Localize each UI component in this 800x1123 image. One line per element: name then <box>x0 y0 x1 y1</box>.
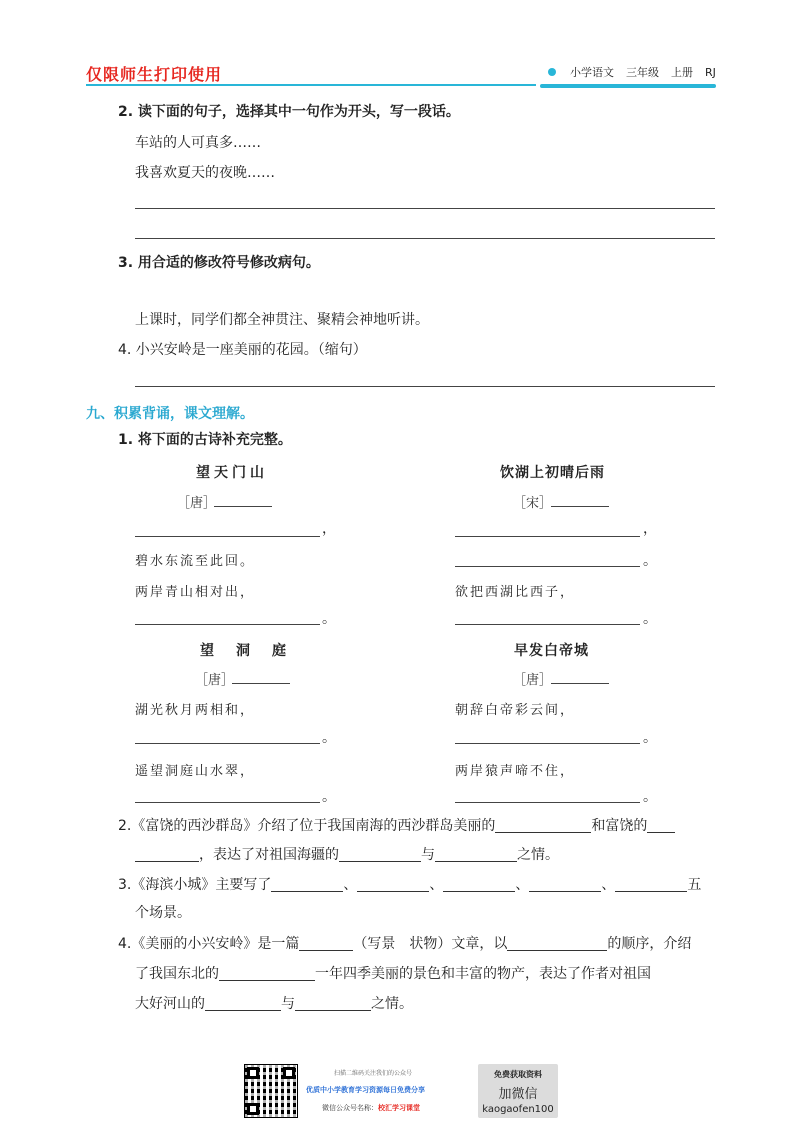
answer-line[interactable] <box>135 208 715 209</box>
fill-blank[interactable] <box>435 847 517 862</box>
header-divider-right <box>540 84 716 88</box>
q4-text-b: （写景 状物）文章，以 <box>353 936 508 952</box>
fill-blank[interactable] <box>135 847 199 862</box>
qr-corner-marker <box>283 1067 295 1079</box>
author-blank[interactable] <box>214 506 272 507</box>
section-9-question-4-line-1 <box>118 936 691 951</box>
author-blank[interactable] <box>551 683 609 684</box>
poem-line: 朝辞白帝彩云间， <box>455 703 576 718</box>
q2-text-e: 之情。 <box>517 847 559 863</box>
poem-punct: 。 <box>322 611 336 627</box>
q3-text-a: 3.《海滨小城》主要写了 <box>118 877 272 893</box>
header-divider-left <box>86 84 536 86</box>
q4-text-g: 与 <box>281 996 295 1012</box>
fill-blank[interactable] <box>529 877 601 892</box>
q2-text-d: 与 <box>421 847 435 863</box>
poem-line: 遥望洞庭山水翠， <box>135 764 256 779</box>
qr-corner-marker <box>247 1103 259 1115</box>
poem-dynasty: ［宋］ <box>513 496 553 511</box>
fill-blank[interactable] <box>271 877 343 892</box>
q2-text-a: 2.《富饶的西沙群岛》介绍了位于我国南海的西沙群岛美丽的 <box>118 818 496 834</box>
poem-punct: ， <box>643 521 657 537</box>
poem-blank[interactable] <box>135 536 320 537</box>
poem-blank[interactable] <box>455 624 640 625</box>
poem-dynasty: ［唐］ <box>177 496 217 511</box>
poem-dynasty: ［唐］ <box>513 673 553 688</box>
q3-sep: 、 <box>601 877 616 893</box>
q3-sep: 、 <box>429 877 444 893</box>
poem-punct: 。 <box>643 611 657 627</box>
answer-line[interactable] <box>135 238 715 239</box>
poem-line: 欲把西湖比西子， <box>455 585 576 600</box>
poem-punct: 。 <box>643 789 657 805</box>
badge-line-3: kaogaofen100 <box>482 1104 554 1115</box>
section-9-question-2-line-1 <box>118 818 675 833</box>
q3-sep: 、 <box>343 877 358 893</box>
question-3-prompt: 3. 用合适的修改符号修改病句。 <box>118 255 320 271</box>
header-volume: 上册 <box>671 66 693 79</box>
answer-line[interactable] <box>135 386 715 387</box>
section-9-question-4-line-3 <box>135 996 413 1011</box>
question-4-prompt: 4. 小兴安岭是一座美丽的花园。（缩句） <box>118 342 367 358</box>
page-header-title: 仅限师生打印使用 <box>86 65 223 84</box>
footer-account-name: 校汇学习课堂 <box>378 1104 420 1112</box>
poem-punct: 。 <box>322 730 336 746</box>
bullet-dot-icon <box>548 68 556 76</box>
header-edition: RJ <box>705 65 716 79</box>
footer-account-label: 微信公众号名称： <box>322 1104 378 1112</box>
q2-text-b: 和富饶的 <box>591 818 648 834</box>
fill-blank[interactable] <box>357 877 429 892</box>
qr-corner-marker <box>247 1067 259 1079</box>
wechat-badge <box>478 1064 558 1118</box>
fill-blank[interactable] <box>219 966 315 981</box>
q4-text-e: 一年四季美丽的景色和丰富的物产，表达了作者对祖国 <box>315 966 651 982</box>
poem-blank[interactable] <box>455 743 640 744</box>
question-2-option-2: 我喜欢夏天的夜晚…… <box>135 165 275 181</box>
question-3-sentence: 上课时，同学们都全神贯注、聚精会神地听讲。 <box>135 312 429 328</box>
poem-line: 碧水东流至此回。 <box>135 554 256 569</box>
footer-account <box>322 1103 420 1113</box>
q4-text-f: 大好河山的 <box>135 996 205 1012</box>
poem-line: 两岸青山相对出， <box>135 585 256 600</box>
fill-blank[interactable] <box>295 996 371 1011</box>
poem-title: 望天门山 <box>196 465 268 481</box>
poem-blank[interactable] <box>135 624 320 625</box>
poem-dynasty: ［唐］ <box>195 673 235 688</box>
fill-blank[interactable] <box>647 818 675 833</box>
poem-punct: 。 <box>643 730 657 746</box>
footer-share-text: 优质中小学教育学习资源每日免费分享 <box>306 1086 425 1094</box>
poem-title: 饮湖上初晴后雨 <box>500 465 605 481</box>
poem-line: 两岸猿声啼不住， <box>455 764 576 779</box>
header-grade: 三年级 <box>626 66 659 79</box>
poem-blank[interactable] <box>135 743 320 744</box>
fill-blank[interactable] <box>507 936 607 951</box>
header-meta <box>548 64 716 80</box>
q3-sep: 、 <box>515 877 530 893</box>
q4-text-c: 的顺序，介绍 <box>607 936 692 952</box>
author-blank[interactable] <box>232 683 290 684</box>
q3-text-c: 个场景。 <box>135 905 191 921</box>
poem-blank[interactable] <box>455 802 640 803</box>
q4-text-h: 之情。 <box>371 996 413 1012</box>
author-blank[interactable] <box>551 506 609 507</box>
section-9-question-2-line-2 <box>135 847 559 862</box>
header-subject: 小学语文 <box>570 66 614 79</box>
poem-punct: 。 <box>643 553 657 569</box>
badge-line-1: 免费获取资料 <box>494 1070 542 1079</box>
fill-blank[interactable] <box>615 877 687 892</box>
poem-blank[interactable] <box>455 566 640 567</box>
badge-line-2: 加微信 <box>498 1087 538 1102</box>
footer-scan-text: 扫描二维码关注我们的公众号 <box>334 1070 413 1077</box>
poem-punct: ， <box>322 521 336 537</box>
fill-blank[interactable] <box>339 847 421 862</box>
section-9-question-3-line-1 <box>118 877 701 892</box>
q4-text-a: 4.《美丽的小兴安岭》是一篇 <box>118 936 300 952</box>
fill-blank[interactable] <box>299 936 353 951</box>
fill-blank[interactable] <box>205 996 281 1011</box>
section-9-question-1: 1. 将下面的古诗补充完整。 <box>118 432 292 448</box>
q3-text-b: 五 <box>687 877 702 893</box>
q2-text-c: ，表达了对祖国海疆的 <box>199 847 339 863</box>
poem-blank[interactable] <box>135 802 320 803</box>
poem-blank[interactable] <box>455 536 640 537</box>
section-9-title: 九、积累背诵，课文理解。 <box>86 406 254 422</box>
poem-title: 早发白帝城 <box>514 643 589 659</box>
qr-code-icon[interactable] <box>244 1064 298 1118</box>
poem-title: 望 洞 庭 <box>200 643 290 659</box>
section-9-question-4-line-2 <box>135 966 651 981</box>
fill-blank[interactable] <box>495 818 591 833</box>
question-2-option-1: 车站的人可真多…… <box>135 135 261 151</box>
poem-line: 湖光秋月两相和， <box>135 703 256 718</box>
poem-punct: 。 <box>322 789 336 805</box>
fill-blank[interactable] <box>443 877 515 892</box>
question-2-prompt: 2. 读下面的句子，选择其中一句作为开头，写一段话。 <box>118 104 460 120</box>
q4-text-d: 了我国东北的 <box>135 966 219 982</box>
